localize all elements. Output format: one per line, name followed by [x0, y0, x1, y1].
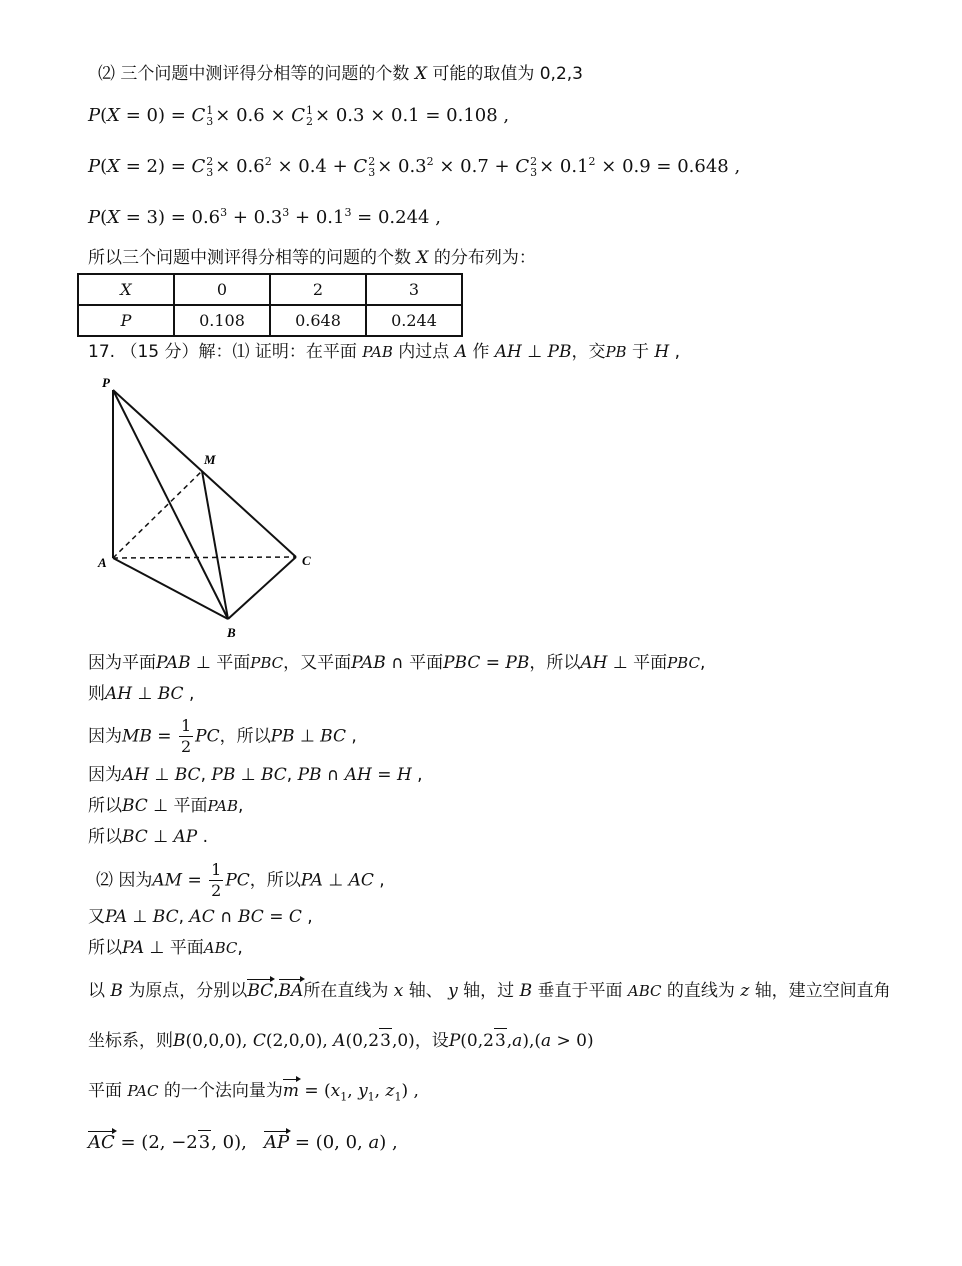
table-header-x: X: [78, 274, 174, 305]
part2-step-2: 又PA ⊥ BC, AC ∩ BC = C ,: [88, 907, 313, 927]
edge-mb: [202, 471, 228, 619]
dist-intro: 所以三个问题中测评得分相等的问题的个数 X 的分布列为：: [88, 248, 536, 268]
proof-step-2: 则AH ⊥ BC ,: [88, 684, 195, 704]
edge-ac-dashed: [113, 557, 296, 558]
table-cell: 0: [174, 274, 270, 305]
table-cell: 0.108: [174, 305, 270, 336]
part2-step-1: ⑵ 因为AM = $\frac{1}{2}$ PC，所以PA ⊥ AC ,: [96, 860, 385, 900]
part2-step-3: 所以PA ⊥ 平面ABC,: [88, 938, 243, 958]
distribution-table: [77, 273, 463, 337]
coord-setup-2: 坐标系，则B(0,0,0), C(2,0,0), A(0,23,0)，设P(0,23,a),(a > 0): [88, 1028, 594, 1053]
part2-intro-text: ⑵ 三个问题中测评得分相等的问题的个数: [98, 64, 410, 84]
coord-setup-1: 以 B 为原点，分别以BC,BA所在直线为 x 轴、 y 轴，过 B 垂直于平面 ABC 的直线为 z 轴，建立空间直角: [88, 981, 891, 1001]
table-cell: 0.244: [366, 305, 462, 336]
table-cell: 2: [270, 274, 366, 305]
part2-intro: ⑵ 三个问题中测评得分相等的问题的个数 X 可能的取值为 0,2,3: [98, 64, 583, 84]
label-b: B: [227, 625, 236, 640]
part2-intro-values: 可能的取值为 0,2,3: [432, 64, 583, 84]
normal-vector: 平面 PAC 的一个法向量为$m = (x_1$, $y_1$, $z_1$) ,: [88, 1081, 419, 1104]
edge-am-dashed: [113, 471, 202, 558]
edge-ab: [113, 558, 228, 619]
label-m: M: [204, 452, 216, 467]
edge-pb: [113, 390, 228, 619]
prob-x0: P(X = 0) = C 1 3 × 0.6 × C 1 2 × 0.3 × 0.1 = 0.108 ,: [88, 104, 510, 128]
label-c: C: [302, 553, 311, 568]
table-cell: 0.648: [270, 305, 366, 336]
proof-step-6: 所以BC ⊥ AP .: [88, 827, 208, 847]
q17-heading: 17. （15 分）解：⑴ 证明：在平面 PAB 内过点 A 作 AH ⊥ PB，交PB 于 H ,: [88, 342, 681, 362]
table-header-p: P: [78, 305, 174, 336]
table-cell: 3: [366, 274, 462, 305]
prob-x2: P(X = 2) = C 2 3 × $0.6^2 \times 0.4 + C$ 2 3 × $0.3^2 \times 0.7 + C$ 2 3 × $0.1^2 \times 0.9 = 0.648$ ,: [88, 155, 741, 179]
prob-x3: $P(X = 3) = 0.6^3 + 0.3^3 + 0.1^3 = 0.244$ ,: [88, 206, 441, 228]
proof-step-5: 所以BC ⊥ 平面PAB,: [88, 796, 244, 816]
tetrahedron-figure: [96, 375, 326, 645]
edge-cb: [228, 557, 296, 619]
vector-ac-ap: AC = (2, −23, 0), AP = (0, 0, a) ,: [88, 1132, 398, 1153]
label-p: P: [102, 375, 110, 390]
proof-step-1: 因为平面PAB ⊥ 平面PBC，又平面PAB ∩ 平面PBC = PB，所以AH ⊥ 平面PBC,: [88, 653, 706, 673]
table-row: [78, 274, 462, 305]
label-a: A: [98, 555, 107, 570]
table-row: [78, 305, 462, 336]
proof-step-3: 因为MB = $\frac{1}{2}$ PC，所以PB ⊥ BC ,: [88, 716, 357, 756]
proof-step-4: 因为AH ⊥ BC, PB ⊥ BC, PB ∩ AH = H ,: [88, 765, 423, 785]
